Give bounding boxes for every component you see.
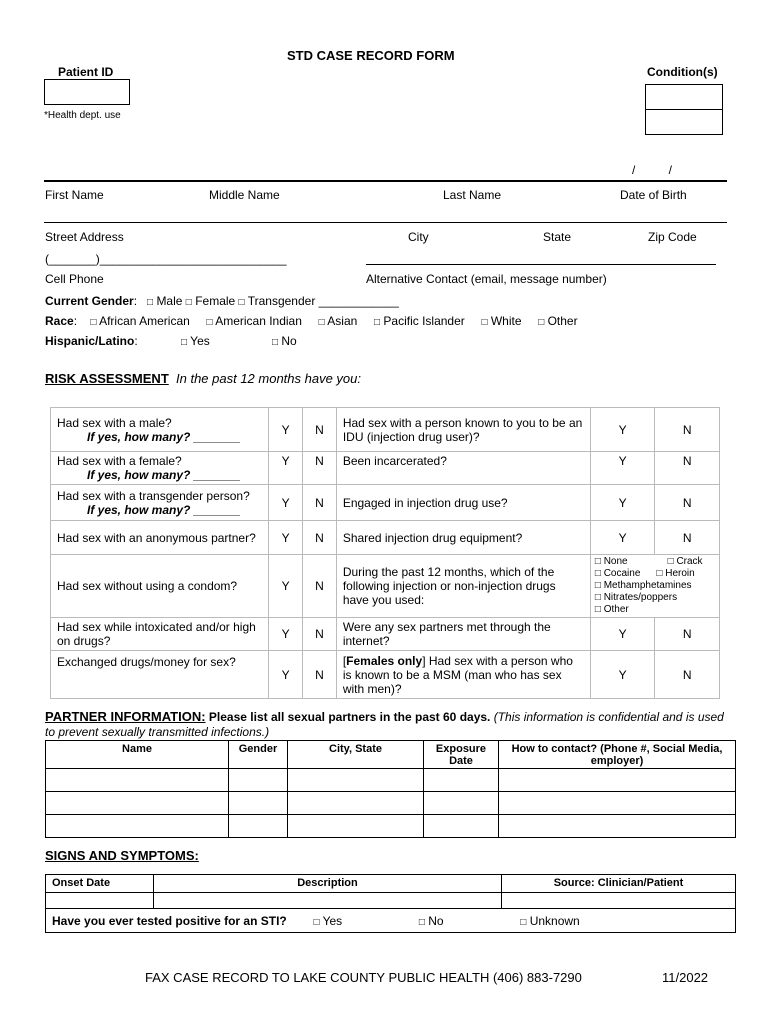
drug-cocaine: Cocaine [603, 568, 641, 579]
city-label: City [408, 230, 429, 244]
checkbox-icon[interactable] [520, 917, 526, 928]
risk-question: [Females only] Had sex with a person who is known to be a MSM (man who has sex with men)? [336, 651, 590, 699]
sti-question: Have you ever tested positive for an STI? [52, 913, 287, 928]
partner-cell[interactable] [499, 815, 736, 838]
no-option[interactable]: N [655, 618, 720, 651]
partner-heading-block [45, 709, 735, 740]
patient-id-field[interactable] [44, 79, 130, 105]
gender-male: Male [156, 294, 183, 308]
checkbox-icon[interactable] [147, 297, 153, 308]
partner-row [46, 792, 736, 815]
drug-other: Other [603, 604, 629, 615]
risk-question: Shared injection drug equipment? [336, 521, 590, 555]
checkbox-icon[interactable] [181, 337, 187, 348]
partner-cell[interactable] [499, 792, 736, 815]
partner-cell[interactable] [46, 815, 229, 838]
sti-no: No [428, 913, 444, 928]
last-name-label: Last Name [443, 188, 502, 202]
no-option[interactable]: N [655, 521, 720, 555]
drug-heroin: Heroin [665, 568, 695, 579]
race-row: Race: □ African American □ American Indian □ Asian □ Pacific Islander □ White □ Other [45, 314, 578, 328]
alt-contact-label: Alternative Contact (email, message number) [366, 272, 607, 286]
checkbox-icon[interactable] [595, 604, 601, 615]
question-text: Had sex with a male? [57, 415, 172, 430]
no-option[interactable]: N [655, 651, 720, 699]
checkbox-icon[interactable] [595, 568, 601, 579]
risk-question: Had sex with an anonymous partner? [51, 521, 269, 555]
hispanic-no [272, 334, 297, 348]
partner-cell[interactable] [288, 792, 424, 815]
drug-option-row [595, 568, 715, 580]
risk-question [51, 408, 269, 452]
state-label: State [543, 230, 572, 244]
risk-table [50, 407, 720, 699]
partner-cell[interactable] [288, 815, 424, 838]
how-many-field[interactable]: If yes, how many? _______ [87, 502, 241, 517]
partner-cell[interactable] [46, 769, 229, 792]
risk-question: Had sex with a person known to you to be an IDU (injection drug user)? [336, 408, 590, 452]
partner-cell[interactable] [229, 792, 288, 815]
signs-cell[interactable] [154, 893, 502, 909]
question-text: Had sex with a female? [57, 454, 182, 468]
checkbox-icon[interactable] [239, 297, 245, 308]
drug-none: None [603, 556, 628, 567]
risk-question: Been incarcerated? [336, 452, 590, 485]
yes-option[interactable]: Y [269, 521, 303, 555]
partner-cell[interactable] [229, 769, 288, 792]
checkbox-icon[interactable] [206, 317, 212, 328]
signs-heading: SIGNS AND SYMPTOMS: [45, 848, 199, 863]
checkbox-icon[interactable] [538, 317, 544, 328]
risk-row [51, 408, 720, 452]
race-option: Other [547, 314, 578, 328]
yes-option[interactable]: Y [590, 651, 655, 699]
risk-row [51, 555, 720, 618]
yes-option[interactable]: Y [269, 408, 303, 452]
checkbox-icon[interactable] [272, 337, 278, 348]
partner-note-2: is used to prevent sexually transmitted infections.) [45, 710, 724, 739]
hispanic-yes [181, 334, 210, 348]
first-name-label: First Name [45, 188, 104, 202]
col-onset-date: Onset Date [46, 875, 154, 893]
yes-option[interactable]: Y [590, 452, 655, 485]
gender-label: Current Gender [45, 294, 134, 308]
yes-option[interactable]: Y [590, 521, 655, 555]
how-many-field[interactable]: If yes, how many? _______ [87, 468, 241, 482]
checkbox-icon[interactable] [656, 568, 662, 579]
no-option[interactable]: N [303, 521, 337, 555]
partner-note: (This information is confidential and [493, 710, 683, 724]
alt-contact-line[interactable] [366, 264, 716, 265]
drug-option-row [595, 592, 715, 604]
risk-heading: RISK ASSESSMENT [45, 371, 169, 386]
yes-option[interactable]: Y [269, 651, 303, 699]
hispanic-label: Hispanic/Latino [45, 334, 135, 348]
gender-blank[interactable]: ____________ [318, 294, 399, 308]
race-option: African American [99, 314, 190, 328]
drug-option-row [595, 580, 715, 592]
risk-question: Were any sex partners met through the internet? [336, 618, 590, 651]
sti-yes: Yes [322, 913, 343, 928]
yes-option[interactable]: Y [269, 618, 303, 651]
drug-option-row [595, 556, 715, 568]
risk-heading-row [45, 371, 361, 386]
gender-female: Female [195, 294, 236, 308]
no-option[interactable]: N [303, 618, 337, 651]
col-exposure-date: Exposure Date [424, 741, 499, 769]
partner-cell[interactable] [424, 769, 499, 792]
address-line[interactable] [44, 222, 727, 223]
signs-table [45, 874, 736, 933]
no-option[interactable]: N [655, 408, 720, 452]
females-only: Females only [346, 653, 423, 668]
signs-row [46, 893, 736, 909]
risk-question: During the past 12 months, which of the following injection or non-injection drugs have you used: [336, 555, 590, 618]
risk-row [51, 651, 720, 699]
how-many-field[interactable]: If yes, how many? _______ [87, 429, 241, 444]
signs-cell[interactable] [502, 893, 736, 909]
question-text: Had sex with a person who is known to be a MSM (man who has sex with men)? [342, 653, 573, 696]
risk-row [51, 452, 720, 485]
race-option: Pacific Islander [383, 314, 465, 328]
yes-option[interactable]: Y [590, 408, 655, 452]
no-option[interactable]: N [303, 485, 337, 521]
partner-cell[interactable] [424, 792, 499, 815]
checkbox-icon[interactable] [419, 917, 425, 928]
dob-slashes: / / [632, 163, 673, 177]
gender-transgender: Transgender [247, 294, 316, 308]
partner-cell[interactable] [46, 792, 229, 815]
partner-row [46, 815, 736, 838]
race-option: Asian [327, 314, 358, 328]
checkbox-icon[interactable] [186, 297, 192, 308]
condition-field-1[interactable] [645, 84, 723, 110]
sti-unknown: Unknown [529, 913, 580, 928]
partner-instruction: Please list all sexual partners in the past 60 days. [208, 710, 491, 724]
street-address-label: Street Address [45, 230, 124, 244]
yes-option[interactable]: Y [590, 618, 655, 651]
checkbox-icon[interactable] [595, 580, 601, 591]
question-text: Had sex with a transgender person? [57, 488, 250, 503]
cell-phone-field[interactable]: (_______)____________________________ [45, 252, 287, 266]
partner-row [46, 769, 736, 792]
drug-options [590, 555, 719, 618]
drug-nitrates: Nitrates/poppers [603, 592, 678, 603]
drug-crack: Crack [676, 556, 703, 567]
risk-subheading: In the past 12 months have you: [176, 371, 362, 386]
checkbox-icon[interactable] [90, 317, 96, 328]
checkbox-icon[interactable] [595, 592, 601, 603]
patient-id-label: Patient ID [58, 65, 114, 79]
checkbox-icon[interactable] [313, 917, 319, 928]
col-city-state: City, State [288, 741, 424, 769]
form-title: STD CASE RECORD FORM [287, 48, 455, 63]
no-option[interactable]: N [655, 485, 720, 521]
checkbox-icon[interactable] [481, 317, 487, 328]
col-how-to-contact: How to contact? (Phone #, Social Media, employer) [499, 741, 736, 769]
health-dept-note: *Health dept. use [44, 110, 121, 121]
zip-label: Zip Code [648, 230, 697, 244]
conditions-label: Condition(s) [647, 65, 718, 79]
risk-question [51, 485, 269, 521]
sti-row [46, 909, 736, 933]
drug-meth: Methamphetamines [603, 580, 692, 591]
sti-question-cell [46, 909, 736, 933]
gender-row: Current Gender: □ Male □ Female □ Transgender ____________ [45, 294, 399, 308]
no-option[interactable]: N [655, 452, 720, 485]
footer-fax: FAX CASE RECORD TO LAKE COUNTY PUBLIC HEALTH (406) 883-7290 [145, 970, 582, 985]
risk-question: Exchanged drugs/money for sex? [51, 651, 269, 699]
no-option[interactable]: N [303, 452, 337, 485]
no-option[interactable]: N [303, 408, 337, 452]
hispanic-row: Hispanic/Latino: [45, 334, 138, 348]
no-option[interactable]: N [303, 555, 337, 618]
no-option[interactable]: N [303, 651, 337, 699]
yes-option[interactable]: Y [269, 555, 303, 618]
partner-cell[interactable] [424, 815, 499, 838]
risk-row [51, 521, 720, 555]
checkbox-icon[interactable] [668, 556, 674, 567]
col-name: Name [46, 741, 229, 769]
race-label: Race [45, 314, 74, 328]
middle-name-label: Middle Name [209, 188, 280, 202]
risk-question: Had sex without using a condom? [51, 555, 269, 618]
partner-heading: PARTNER INFORMATION: [45, 709, 206, 724]
yes-option[interactable]: Y [590, 485, 655, 521]
partner-table [45, 740, 736, 838]
col-gender: Gender [229, 741, 288, 769]
footer-date: 11/2022 [662, 970, 709, 985]
checkbox-icon[interactable] [595, 556, 601, 567]
hispanic-no-label: No [281, 334, 297, 348]
drug-option-row [595, 604, 715, 616]
yes-option[interactable]: Y [269, 452, 303, 485]
risk-question [51, 452, 269, 485]
checkbox-icon[interactable] [319, 317, 325, 328]
signs-cell[interactable] [46, 893, 154, 909]
checkbox-icon[interactable] [374, 317, 380, 328]
condition-field-2[interactable] [645, 109, 723, 135]
race-option: American Indian [215, 314, 302, 328]
race-option: White [490, 314, 522, 328]
risk-row [51, 618, 720, 651]
risk-row [51, 485, 720, 521]
risk-question: Had sex while intoxicated and/or high on drugs? [51, 618, 269, 651]
cell-phone-label: Cell Phone [45, 272, 104, 286]
col-source: Source: Clinician/Patient [502, 875, 736, 893]
hispanic-yes-label: Yes [190, 334, 210, 348]
risk-question: Engaged in injection drug use? [336, 485, 590, 521]
partner-cell[interactable] [229, 815, 288, 838]
dob-label: Date of Birth [620, 188, 687, 202]
partner-cell[interactable] [499, 769, 736, 792]
yes-option[interactable]: Y [269, 485, 303, 521]
partner-cell[interactable] [288, 769, 424, 792]
col-description: Description [154, 875, 502, 893]
name-line[interactable] [44, 180, 727, 182]
